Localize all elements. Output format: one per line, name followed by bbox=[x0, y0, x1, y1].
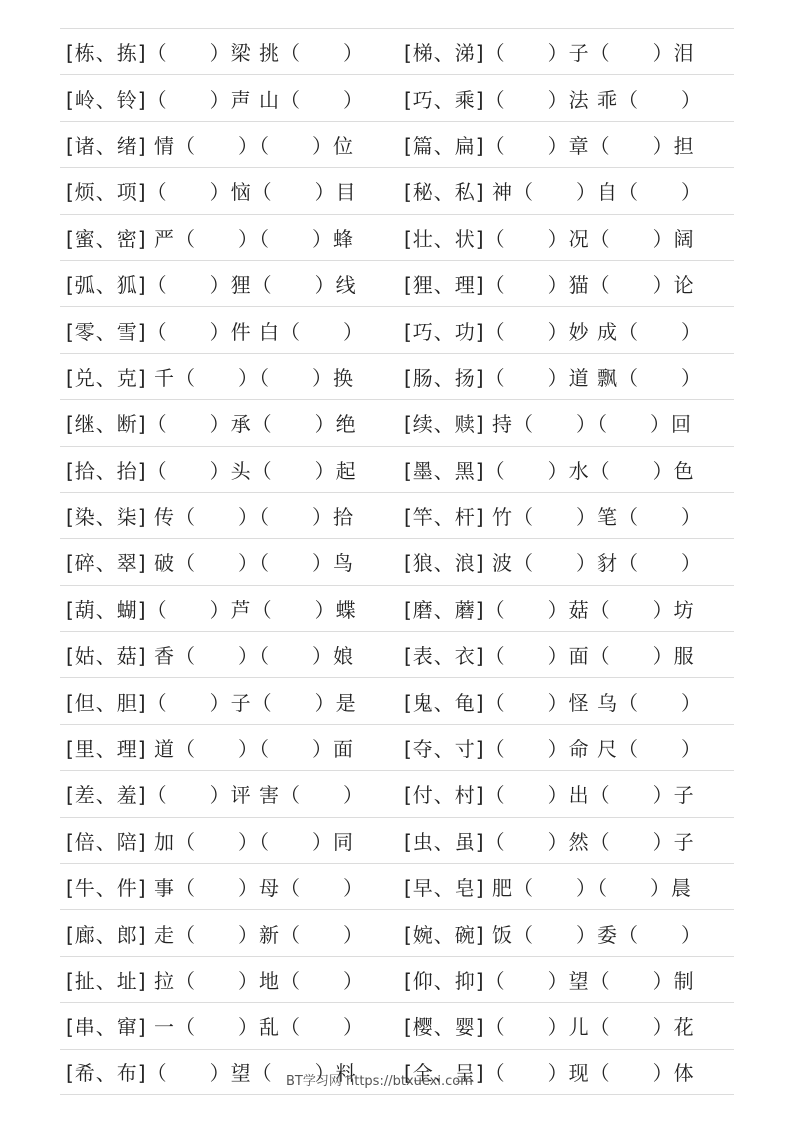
exercise-row bbox=[60, 353, 734, 399]
exercise-left: [染、柒] 传（ ）（ ）拾 bbox=[66, 505, 354, 530]
exercise-left: [烦、项]（ ）恼（ ）目 bbox=[66, 180, 357, 205]
exercise-row bbox=[60, 909, 734, 955]
exercise-left: [蜜、密] 严（ ）（ ）蜂 bbox=[66, 226, 354, 251]
exercise-left: [牛、件] 事（ ）母（ ） bbox=[66, 876, 364, 901]
exercise-right: [狸、理]（ ）猫（ ）论 bbox=[404, 273, 695, 298]
exercise-row bbox=[60, 585, 734, 631]
exercise-right: [竿、杆] 竹（ ）笔（ ） bbox=[404, 505, 702, 530]
exercise-left: [串、窜] 一（ ）乱（ ） bbox=[66, 1015, 364, 1040]
exercise-right: [狼、浪] 波（ ）豺（ ） bbox=[404, 551, 702, 576]
exercise-right: [壮、状]（ ）况（ ）阔 bbox=[404, 226, 695, 251]
exercise-right: [梯、涕]（ ）子（ ）泪 bbox=[404, 41, 695, 66]
exercise-row bbox=[60, 863, 734, 909]
exercise-row bbox=[60, 724, 734, 770]
exercise-left: [倍、陪] 加（ ）（ ）同 bbox=[66, 829, 354, 854]
exercise-row bbox=[60, 306, 734, 352]
exercise-left: [希、布]（ ）望（ ）料 bbox=[66, 1061, 357, 1086]
exercise-left: [弧、狐]（ ）狸（ ）线 bbox=[66, 273, 357, 298]
exercise-right: [付、村]（ ）出（ ）子 bbox=[404, 783, 695, 808]
exercise-right: [鬼、龟]（ ）怪 乌（ ） bbox=[404, 690, 702, 715]
exercise-row bbox=[60, 631, 734, 677]
exercise-row bbox=[60, 121, 734, 167]
exercise-right: [篇、扁]（ ）章（ ）担 bbox=[404, 133, 695, 158]
exercise-right: [磨、蘑]（ ）菇（ ）坊 bbox=[404, 597, 695, 622]
worksheet-table bbox=[60, 28, 734, 1095]
exercise-right: [婉、碗] 饭（ ）委（ ） bbox=[404, 922, 702, 947]
exercise-right: [表、衣]（ ）面（ ）服 bbox=[404, 644, 695, 669]
exercise-left: [拾、抬]（ ）头（ ）起 bbox=[66, 458, 357, 483]
exercise-row bbox=[60, 167, 734, 213]
exercise-right: [巧、功]（ ）妙 成（ ） bbox=[404, 319, 702, 344]
exercise-left: [姑、菇] 香（ ）（ ）娘 bbox=[66, 644, 354, 669]
exercise-right: [早、皂] 肥（ ）（ ）晨 bbox=[404, 876, 692, 901]
exercise-row bbox=[60, 956, 734, 1002]
exercise-right: [秘、私] 神（ ）自（ ） bbox=[404, 180, 702, 205]
exercise-row bbox=[60, 770, 734, 816]
exercise-right: [肠、扬]（ ）道 飘（ ） bbox=[404, 365, 702, 390]
exercise-row bbox=[60, 399, 734, 445]
exercise-left: [廊、郎] 走（ ）新（ ） bbox=[66, 922, 364, 947]
exercise-left: [兑、克] 千（ ）（ ）换 bbox=[66, 365, 354, 390]
exercise-row bbox=[60, 74, 734, 120]
exercise-row bbox=[60, 538, 734, 584]
exercise-right: [夺、寸]（ ）命 尺（ ） bbox=[404, 737, 702, 762]
exercise-right: [仰、抑]（ ）望（ ）制 bbox=[404, 969, 695, 993]
watermark: BT学习网 https://btxuexi.com bbox=[286, 1074, 473, 1089]
exercise-left: [零、雪]（ ）件 白（ ） bbox=[66, 319, 364, 344]
exercise-right: [樱、婴]（ ）儿（ ）花 bbox=[404, 1015, 695, 1040]
exercise-left: [葫、蝴]（ ）芦（ ）蝶 bbox=[66, 597, 357, 622]
exercise-row bbox=[60, 446, 734, 492]
exercise-left: [里、理] 道（ ）（ ）面 bbox=[66, 737, 354, 762]
exercise-row bbox=[60, 214, 734, 260]
exercise-row bbox=[60, 492, 734, 538]
exercise-row bbox=[60, 28, 734, 74]
exercise-left: [碎、翠] 破（ ）（ ）鸟 bbox=[66, 551, 354, 576]
exercise-left: [扯、址] 拉（ ）地（ ） bbox=[66, 969, 364, 993]
exercise-row bbox=[60, 677, 734, 723]
exercise-row bbox=[60, 260, 734, 306]
exercise-right: [续、赎] 持（ ）（ ）回 bbox=[404, 412, 692, 437]
exercise-right: [虫、虽]（ ）然（ ）子 bbox=[404, 829, 695, 854]
exercise-left: [差、羞]（ ）评 害（ ） bbox=[66, 783, 364, 808]
exercise-right: [墨、黑]（ ）水（ ）色 bbox=[404, 458, 695, 483]
exercise-row bbox=[60, 817, 734, 863]
exercise-left: [但、胆]（ ）子（ ）是 bbox=[66, 690, 357, 715]
exercise-left: [继、断]（ ）承（ ）绝 bbox=[66, 412, 357, 437]
exercise-left: [岭、铃]（ ）声 山（ ） bbox=[66, 87, 364, 112]
exercise-left: [栋、拣]（ ）梁 挑（ ） bbox=[66, 41, 364, 66]
exercise-right: [全、呈]（ ）现（ ）体 bbox=[404, 1061, 695, 1086]
exercise-right: [巧、乘]（ ）法 乖（ ） bbox=[404, 87, 702, 112]
exercise-left: [诸、绪] 情（ ）（ ）位 bbox=[66, 133, 354, 158]
exercise-row bbox=[60, 1002, 734, 1048]
